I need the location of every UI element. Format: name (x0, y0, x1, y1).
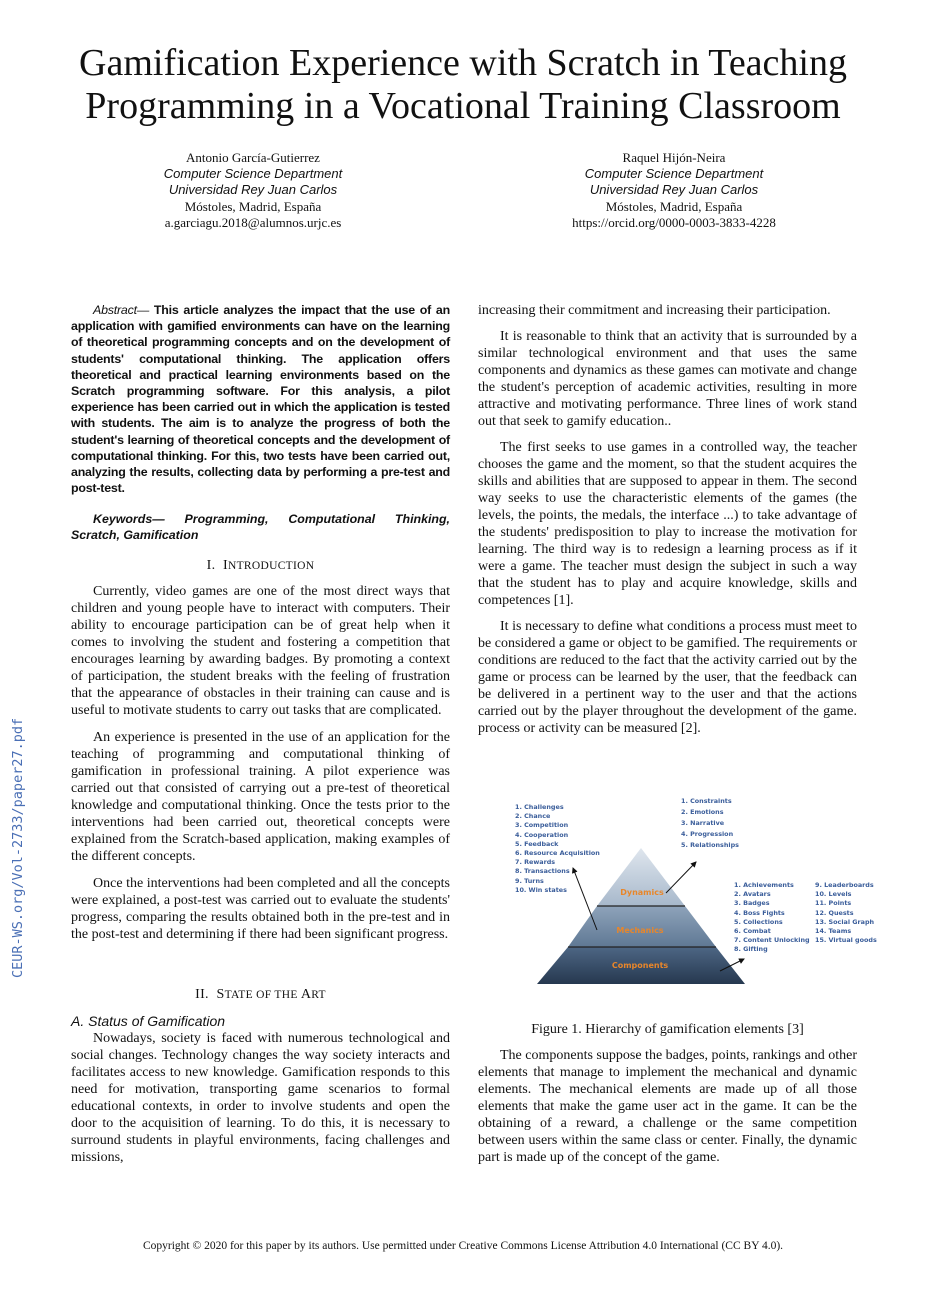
side-label: CEUR-WS.org/Vol-2733/paper27.pdf (10, 717, 26, 978)
section-heading (71, 557, 450, 575)
author-block (103, 150, 403, 231)
heading-part: I (223, 558, 228, 573)
list-item: 5. Relationships (681, 841, 739, 849)
keywords (71, 511, 450, 543)
list-item: 1. Challenges (515, 803, 564, 811)
figure-caption: Figure 1. Hierarchy of gamification elements [3] (531, 1022, 804, 1037)
section-heading (71, 986, 450, 1004)
section-number: II. (195, 987, 209, 1002)
list-item: 9. Turns (515, 876, 544, 885)
list-item: 3. Competition (515, 821, 569, 830)
list-item: 2. Chance (515, 812, 551, 821)
after-figure-text (478, 1047, 857, 1166)
paragraph: An experience is presented in the use of an application for the teaching of programming and computational thinking of gamification in professional training. A pilot experience was carried out that consisted of carrying out a pre-test of theoretical knowledge and computational thinking. Once the tests prior to the interventions had been carried out, theoretical concepts were explained from the Scratch-based application, making examples of the different concepts. (71, 730, 450, 864)
pyramid-dynamics-layer (597, 848, 685, 906)
left-column (71, 302, 450, 496)
section-number: I. (206, 558, 216, 573)
paper-title (0, 42, 926, 128)
dynamics-label: Dynamics (620, 888, 664, 897)
list-item: 5. Feedback (515, 839, 559, 848)
components-list-a (734, 881, 810, 955)
paragraph: Currently, video games are one of the most direct ways that children and young people have to interact with computers. Their ability to encourage participation can be of great help when it comes to involving the student and fostering a competition that encourages learning by awarding badges. By promoting a context of participation, the student breaks with the feeling of frustration that the appearance of obstacles in their training can cause and is useful to motivate students to carry out tasks that are complicated. (71, 584, 450, 718)
list-item: 14. Teams (815, 927, 852, 936)
heading-part: NTRODUCTION (227, 560, 315, 572)
author-dept: Computer Science Department (163, 166, 343, 182)
mechanics-list (515, 803, 600, 895)
paragraph: Nowadays, society is faced with numerous technological and social changes. Technology changes the way society interacts and facilitates access to new knowledge. Gamification responds to this need for motivation, transporting game scenarios to formal educational contexts, in order to involve students and open the door to the acquisition of learning. To do this, it is necessary to surround students in playful environments, facing challenges and missions, (71, 1031, 450, 1165)
list-item: 7. Rewards (515, 858, 556, 867)
list-item: 4. Progression (681, 830, 734, 838)
keywords-label: Keywords— (93, 512, 165, 526)
keywords-block (71, 511, 450, 543)
heading-part: S (216, 987, 225, 1002)
heading-part: TATE OF THE (224, 989, 301, 1001)
author-univ: Universidad Rey Juan Carlos (168, 182, 338, 198)
list-item: 10. Levels (815, 890, 852, 899)
section-state-of-art (71, 986, 450, 1166)
section-introduction (71, 557, 450, 943)
heading-part: A (300, 987, 312, 1002)
title-line: Gamification Experience with Scratch in Teaching (79, 42, 847, 84)
list-item: 1. Constraints (681, 797, 732, 805)
paragraph: The first seeks to use games in a controlled way, the teacher chooses the game and the moment, so that the student acquires the skills and abilities that are supposed to appear in them. The second way seeks to use the characteristic elements of the games (the levels, the points, the medals, the interface ...) to take advantage of the students' predisposition to play to increase the motivation for learning. The third way is to redesign a learning process as if it were a game. The teacher must design the subject in such a way that the student has to play and acquire knowledge, skills and competences [1]. (478, 440, 857, 608)
author-name: Raquel Hijón-Neira (622, 150, 726, 165)
list-item: 2. Emotions (681, 808, 724, 816)
components-label: Components (611, 961, 669, 970)
paragraph: The components suppose the badges, points, rankings and other elements that manage to implement the mechanical and dynamic elements. The mechanical elements are made up of all those elements that make the game user act in the game. It can be the obtaining of a reward, a challenge or the same competition between users within the same class or center. Finally, the dynamic part is made up of the concept of the game. (478, 1048, 857, 1165)
list-item: 3. Badges (734, 899, 770, 908)
abstract (71, 302, 450, 496)
subsection-heading: A. Status of Gamification (71, 1013, 226, 1029)
author-location: Móstoles, Madrid, España (605, 198, 743, 214)
author-block (524, 150, 824, 231)
list-item: 8. Transactions (515, 867, 570, 876)
author-name: Antonio García-Gutierrez (186, 150, 320, 165)
list-item: 13. Social Graph (815, 917, 875, 926)
dynamics-list (681, 796, 739, 851)
author-dept: Computer Science Department (584, 166, 764, 182)
list-item: 6. Resource Acquisition (515, 849, 600, 858)
author-orcid: https://orcid.org/0000-0003-3833-4228 (572, 214, 776, 230)
mechanics-label: Mechanics (616, 926, 664, 935)
abstract-text: This article analyzes the impact that the use of an application with gamified environments can have on the learning of theoretical programming concepts and on the development of students' computational thinking. The application offers theoretical and practical learning environments based on the Scratch programming software. For this analysis, a pilot experience has been carried out in which the application is tested with students. The aim is to analyze the progress of both the student's learning of theoretical concepts and the development of computational thinking. For this, two tests have been carried out, analyzing the results, collecting data by performing a pre-test and post-test. (71, 303, 450, 496)
copyright-footer: Copyright © 2020 for this paper by its authors. Use permitted under Creative Commons License Attribution 4.0 International (CC BY 4.0). (142, 1240, 784, 1252)
list-item: 9. Leaderboards (815, 881, 874, 889)
paragraph: increasing their commitment and increasing their participation. (478, 303, 831, 318)
paragraph: It is necessary to define what conditions a process must meet to be considered a game or object to be gamified. The requirements or conditions are reduced to the fact that the activity carried out by the game or process can be learned by the user, that the feedback can be delivered in a pertinent way to the user and that the actions carried out by the player throughout the development of the game. process or activity can be measured [2]. (478, 619, 857, 736)
list-item: 7. Content Unlocking (734, 936, 810, 945)
list-item: 11. Points (815, 899, 852, 908)
components-list-b (815, 881, 877, 945)
right-column (478, 302, 857, 737)
list-item: 10. Win states (515, 885, 567, 894)
list-item: 3. Narrative (681, 819, 725, 827)
abstract-label: Abstract— (93, 303, 150, 317)
keywords-text: Programming, Computational Thinking, Scratch, Gamification (71, 512, 450, 543)
title-line: Programming in a Vocational Training Classroom (85, 85, 841, 127)
paragraph: Once the interventions had been completed and all the concepts were explained, a post-test was carried out to evaluate the students' progress, comparing the results obtained both in the pre-test and in the post-test and determining if there had been significant progress. (71, 876, 450, 942)
list-item: 4. Boss Fights (734, 908, 785, 917)
author-location: Móstoles, Madrid, España (184, 198, 322, 214)
list-item: 12. Quests (815, 908, 854, 917)
list-item: 6. Combat (734, 927, 771, 936)
list-item: 8. Gifting (734, 945, 768, 954)
paragraph: It is reasonable to think that an activity that is surrounded by a similar technological environment and that uses the same components and dynamics as these games can motivate and change the student's perception of academic activities, resulting in more attractive and motivating performance. Three lines of work stand out that seek to gamify education.. (478, 329, 857, 429)
list-item: 5. Collections (734, 917, 783, 926)
author-email: a.garciagu.2018@alumnos.urjc.es (164, 214, 342, 230)
heading-part: RT (311, 989, 326, 1001)
list-item: 4. Cooperation (515, 830, 569, 839)
list-item: 1. Achievements (734, 881, 794, 889)
list-item: 15. Virtual goods (815, 936, 877, 945)
list-item: 2. Avatars (734, 890, 771, 899)
author-univ: Universidad Rey Juan Carlos (589, 182, 759, 198)
